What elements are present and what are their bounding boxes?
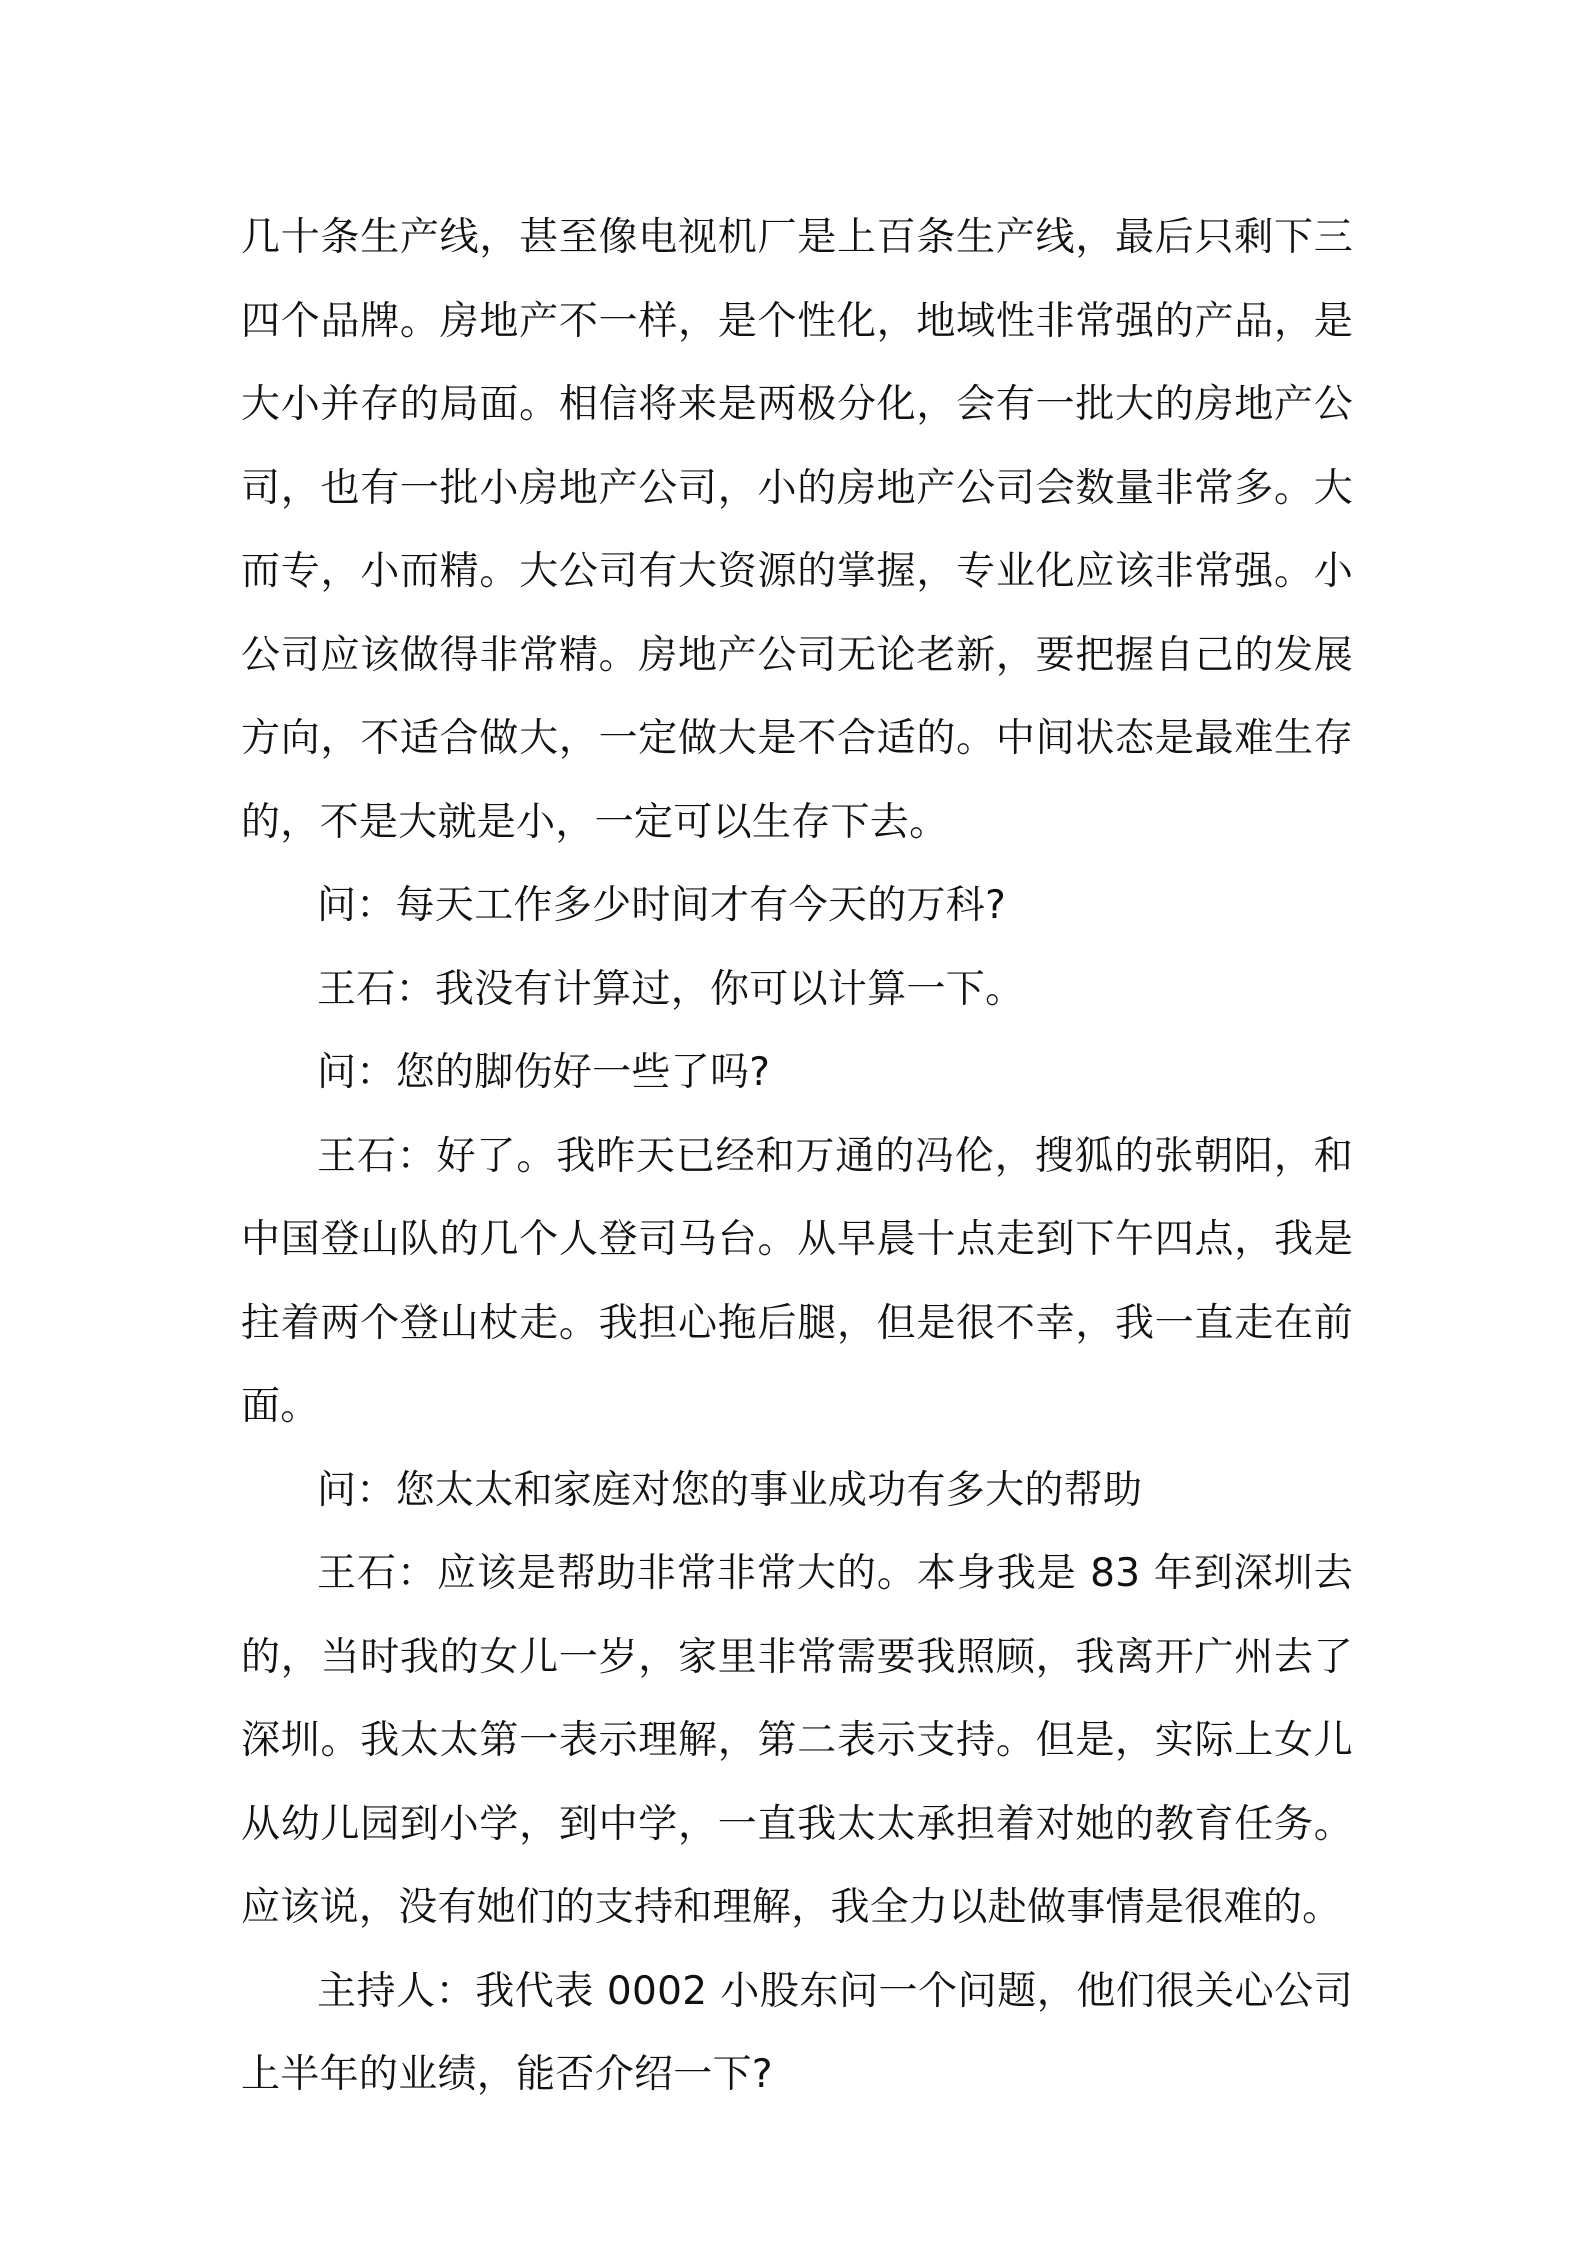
paragraph-2: 问：每天工作多少时间才有今天的万科? bbox=[317, 883, 1007, 928]
paragraph-3: 王石：我没有计算过，你可以计算一下。 bbox=[317, 966, 1025, 1012]
paragraph-5: 王石：好了。我昨天已经和万通的冯伦，搜狐的张朝阳，和中国登山队的几个人登司马台。从早晨十点走到下午四点，我是拄着两个登山杖走。我担心拖后腿，但是很不幸，我一直走在前面。 bbox=[241, 1133, 1353, 1429]
paragraph-6: 问：您太太和家庭对您的事业成功有多大的帮助 bbox=[317, 1467, 1143, 1513]
paragraph-8: 主持人：我代表 0002 小股东问一个问题，他们很关心公司上半年的业绩，能否介绍一下? bbox=[241, 1968, 1353, 2097]
paragraph-4: 问：您的脚伤好一些了吗? bbox=[317, 1050, 771, 1095]
paragraph-1: 几十条生产线，甚至像电视机厂是上百条生产线，最后只剩下三四个品牌。房地产不一样，是个性化，地域性非常强的产品，是大小并存的局面。相信将来是两极分化，会有一批大的房地产公司，也有一批小房地产公司，小的房地产公司会数量非常多。大而专，小而精。大公司有大资源的掌握，专业化应该非常强。小公司应该做得非常精。房地产公司无论老新，要把握自己的发展方向，不适合做大，一定做大是不合适的。中间状态是最难生存的，不是大就是小，一定可以生存下去。 bbox=[241, 215, 1353, 845]
document-body bbox=[241, 196, 1353, 2117]
paragraph-7: 王石：应该是帮助非常非常大的。本身我是 83 年到深圳去的，当时我的女儿一岁，家里非常需要我照顾，我离开广州去了深圳。我太太第一表示理解，第二表示支持。但是，实际上女儿从幼儿园到小学，到中学，一直我太太承担着对她的教育任务。应该说，没有她们的支持和理解，我全力以赴做事情是很难的。 bbox=[241, 1551, 1353, 1930]
